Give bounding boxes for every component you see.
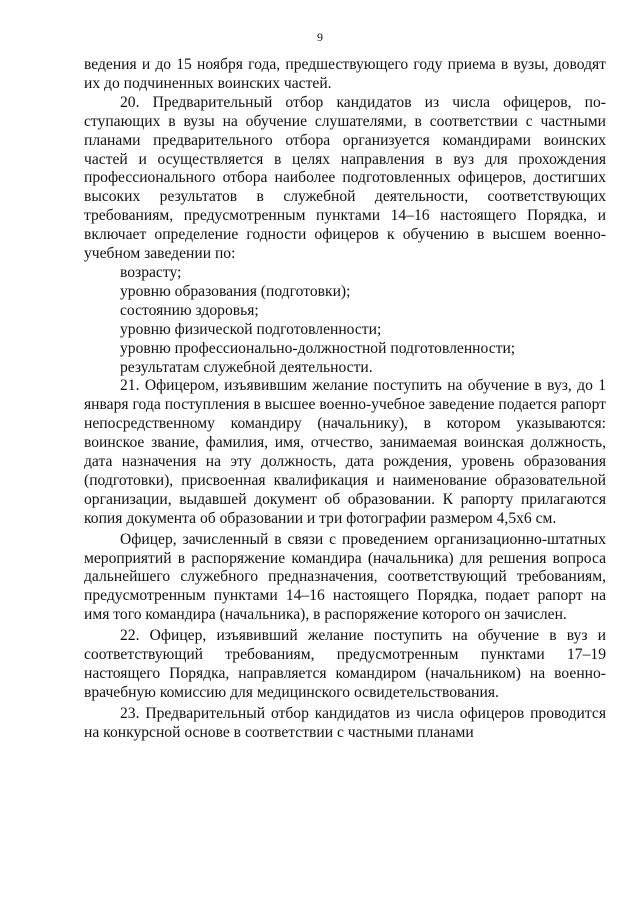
criteria-item-age: возрасту;: [120, 263, 182, 281]
paragraph-20: 20. Предварительный отбор кандидатов из числа офицеров, поступающих в вузы на обучение слушателями, в соответствии с частными планами предварительного отбора организуется командирами воинских частей и осуществляется в целях направления в вуз для прохождения профессионального отбора наиболее подготовленных офицеров, достигших высоких результатов в служебной деятельности, соответствующих требованиям, предусмотренным пунктами 14–16 настоящего Порядка, и включает определение годности офицеров к обучению в высшем военно-учебном заведении по:: [84, 93, 606, 263]
criteria-item-education: уровню образования (подготовки);: [120, 282, 351, 300]
criteria-item-professional: уровню профессионально-должностной подготовленности;: [120, 339, 516, 357]
criteria-item-service-results: результатам служебной деятельности.: [120, 358, 373, 376]
paragraph-officer-staffing: Офицер, зачисленный в связи с проведением организационно-штатных мероприятий в распоряжение командира (начальника) для решения вопроса дальнейшего служебного предназначения, соответствующий требованиям, предусмотренным пунктами 14–16 настоящего Порядка, подает рапорт на имя того командира (начальника), в распоряжение которого он зачислен.: [84, 530, 606, 624]
criteria-item-health: состоянию здоровья;: [120, 301, 259, 319]
paragraph-21: 21. Офицером, изъявившим желание поступить на обучение в вуз, до 1 января года поступления в высшее военно-учебное заведение подается рапорт непосредственному командиру (начальнику), в котором указываются: воинское звание, фамилия, имя, отчество, занимаемая воинская должность, дата назначения на эту должность, дата рождения, уровень образования (подготовки), присвоенная квалификация и наименование образовательной организации, выдавшей документ об образовании. К рапорту прилагаются копия документа об образовании и три фотографии размером 4,5х6 см.: [84, 377, 606, 527]
paragraph-23: 23. Предварительный отбор кандидатов из числа офицеров проводится на конкурсной основе в соответствии с частными планами: [84, 704, 606, 741]
criteria-list: [84, 264, 606, 377]
paragraph-22: 22. Офицер, изъявивший желание поступить на обучение в вуз и соответствующий требованиям, предусмотренным пунктами 17–19 настоящего Порядка, направляется командиром (начальником) на военно-врачебную комиссию для медицинского освидетельствования.: [84, 627, 606, 701]
criteria-item-physical: уровню физической подготовленности;: [120, 320, 382, 338]
document-body: [84, 56, 606, 743]
paragraph-continuation: ведения и до 15 ноября года, предшествующего году приема в вузы, доводят их до подчиненных воинских частей.: [84, 56, 606, 92]
page-number: 9: [317, 30, 323, 44]
